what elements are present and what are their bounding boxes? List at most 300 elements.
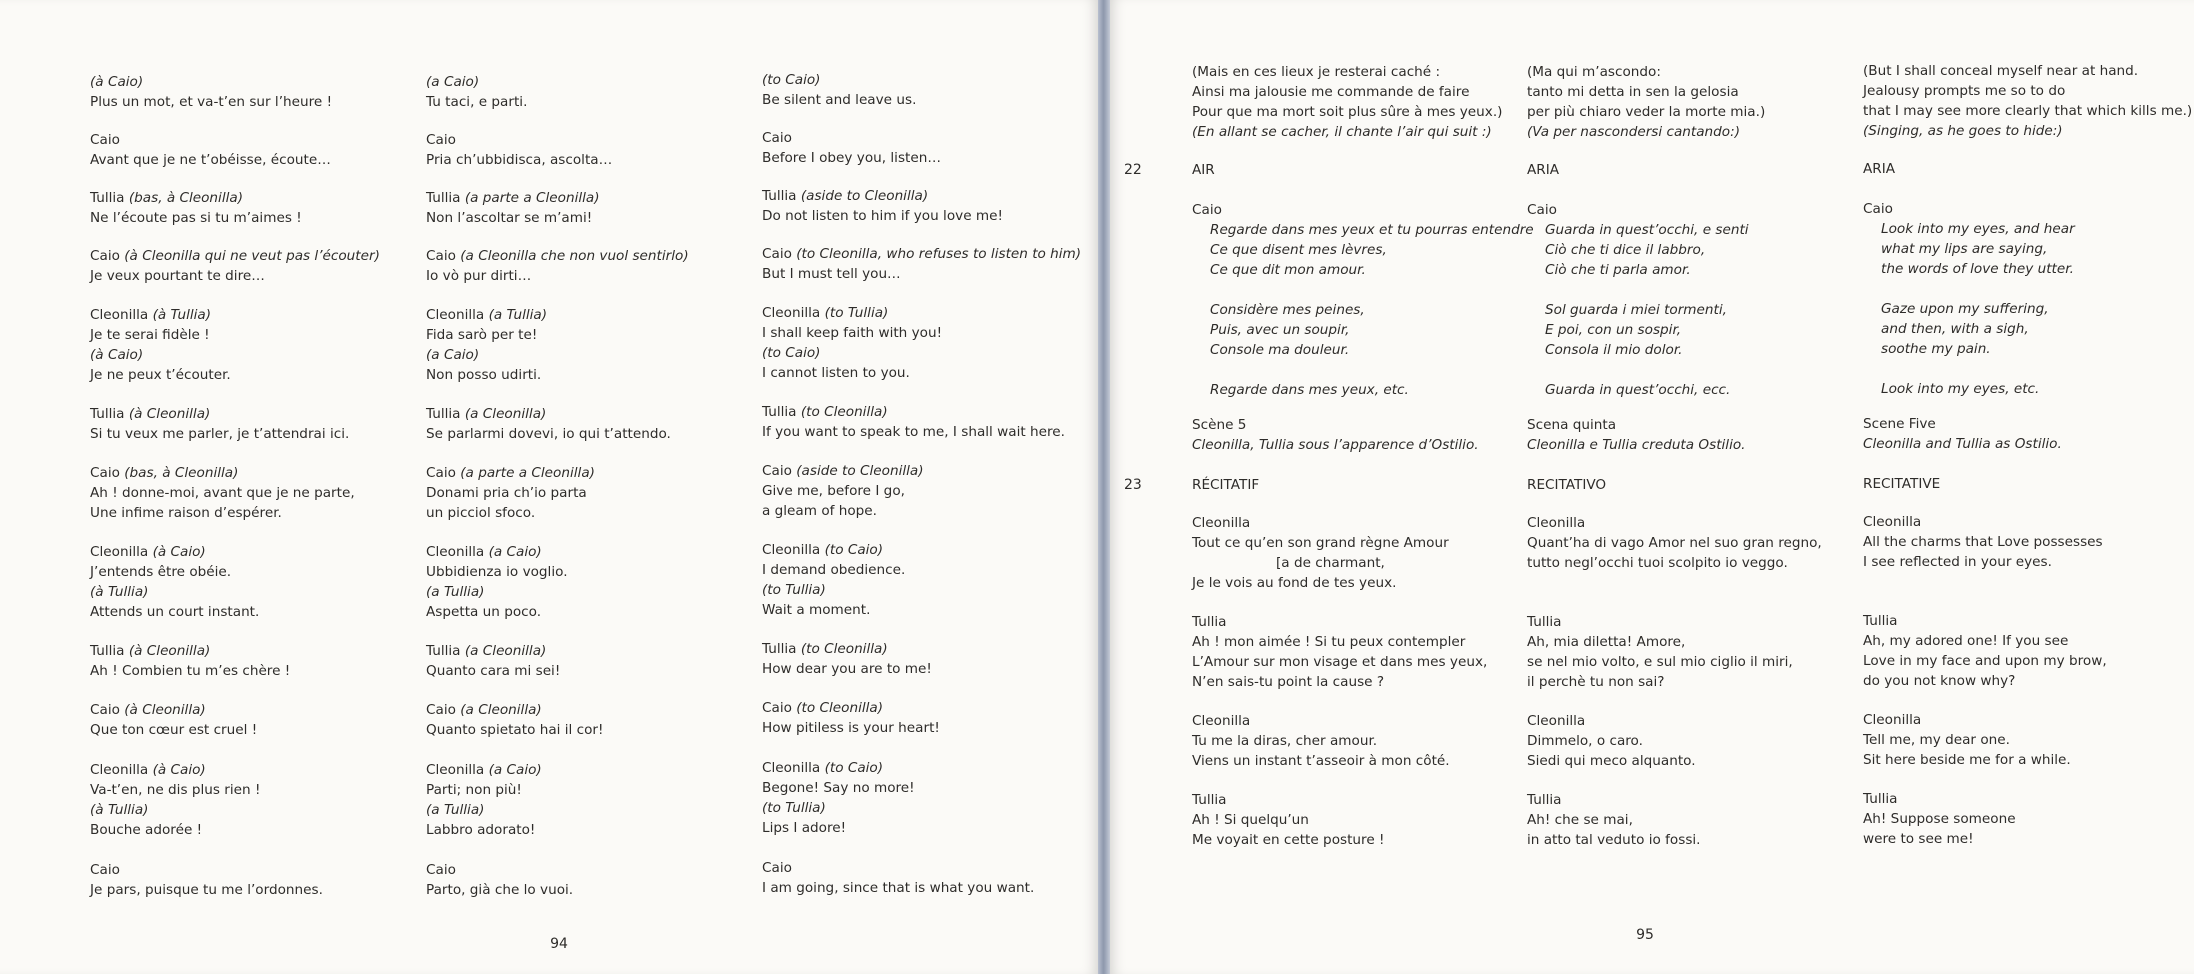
- speaker-name: Tullia: [426, 190, 461, 206]
- line-text: Quant’ha di vago Amor nel suo gran regno,: [1527, 535, 1822, 551]
- line-text: Cleonilla, Tullia sous l’apparence d’Ostilio.: [1192, 437, 1479, 453]
- line-text: If you want to speak to me, I shall wait here.: [762, 424, 1065, 440]
- line-text: Before I obey you, listen…: [762, 150, 941, 166]
- text-line: [426, 582, 766, 602]
- line-text: Je le vois au fond de tes yeux.: [1192, 575, 1397, 591]
- stage-direction: (a Cleonilla che non vuol sentirlo): [460, 248, 689, 264]
- line-text: soothe my pain.: [1881, 341, 1991, 357]
- line-text: ARIA: [1527, 162, 1560, 178]
- text-block: [90, 130, 430, 170]
- text-line: [426, 424, 766, 444]
- line-text: AIR: [1192, 162, 1215, 178]
- text-line: [1863, 789, 2194, 809]
- text-line: [1192, 360, 1532, 380]
- text-line: [90, 800, 430, 820]
- text-line: [1192, 652, 1532, 672]
- line-text: Me voyait en cette posture !: [1192, 832, 1385, 848]
- text-block: [1527, 415, 1867, 455]
- line-text: Tu me la diras, cher amour.: [1192, 733, 1378, 749]
- speaker-name: Cleonilla: [426, 307, 485, 323]
- text-line: [1192, 280, 1532, 300]
- text-line: [1192, 435, 1532, 455]
- text-line: [1863, 710, 2194, 730]
- line-text: Ah, my adored one! If you see: [1863, 633, 2069, 649]
- text-line: [762, 303, 1098, 323]
- speaker-name: Cleonilla: [90, 544, 149, 560]
- line-text: Pria ch’ubbidisca, ascolta…: [426, 152, 613, 168]
- stage-direction: (a Cleonilla): [464, 643, 547, 659]
- text-line: [1527, 280, 1867, 300]
- line-text: Tullia: [1863, 613, 1898, 629]
- text-block: [90, 463, 430, 523]
- line-text: Cleonilla: [1863, 712, 1922, 728]
- line-text: Labbro adorato!: [426, 822, 536, 838]
- text-line: [1863, 379, 2194, 399]
- text-line: [1192, 320, 1532, 340]
- line-text: Aspetta un poco.: [426, 604, 542, 620]
- text-block: [1192, 475, 1532, 495]
- text-block: [426, 305, 766, 385]
- text-line: [426, 880, 766, 900]
- line-text: do you not know why?: [1863, 673, 2016, 689]
- text-line: [426, 404, 766, 424]
- text-block: [90, 72, 430, 112]
- line-text: (à Caio): [90, 347, 144, 363]
- text-block: [1527, 612, 1867, 692]
- text-line: [426, 542, 766, 562]
- text-line: [762, 501, 1098, 521]
- line-text: Caio: [90, 862, 120, 878]
- line-text: ARIA: [1863, 161, 1896, 177]
- text-line: [90, 365, 430, 385]
- text-block: [426, 246, 766, 286]
- line-text: Tullia: [1192, 614, 1227, 630]
- line-text: Caio: [90, 132, 120, 148]
- text-line: [762, 718, 1098, 738]
- text-line: [1192, 751, 1532, 771]
- stage-direction: (to Cleonilla): [800, 641, 888, 657]
- text-line: [1192, 300, 1532, 320]
- line-text: Avant que je ne t’obéisse, écoute…: [90, 152, 331, 168]
- line-text: RECITATIVE: [1863, 476, 1941, 492]
- speaker-name: Caio: [90, 248, 120, 264]
- line-text: All the charms that Love possesses: [1863, 534, 2103, 550]
- line-text: Io vò pur dirti…: [426, 268, 532, 284]
- line-text: E poi, con un sospir,: [1545, 322, 1682, 338]
- line-text: Cleonilla: [1192, 713, 1251, 729]
- right-page: [1110, 0, 2194, 974]
- line-text: Gaze upon my suffering,: [1881, 301, 2049, 317]
- speaker-name: Cleonilla: [426, 762, 485, 778]
- text-line: [1863, 121, 2194, 141]
- stage-direction: (a Caio): [488, 544, 542, 560]
- text-line: [762, 580, 1098, 600]
- text-block: [1192, 415, 1532, 455]
- text-line: [90, 562, 430, 582]
- line-text: (to Tullia): [762, 582, 826, 598]
- text-line: [426, 72, 766, 92]
- text-block: [90, 542, 430, 622]
- text-line: [426, 800, 766, 820]
- text-line: [1527, 751, 1867, 771]
- line-text: L’Amour sur mon visage et dans mes yeux,: [1192, 654, 1488, 670]
- text-line: [426, 305, 766, 325]
- speaker-name: Caio: [426, 248, 456, 264]
- text-block: [1863, 789, 2194, 849]
- line-text: Give me, before I go,: [762, 483, 905, 499]
- text-line: [1192, 102, 1532, 122]
- text-line: [1527, 320, 1867, 340]
- text-block: [1527, 62, 1867, 142]
- line-text: and then, with a sigh,: [1881, 321, 2029, 337]
- text-line: [426, 463, 766, 483]
- text-line: [762, 206, 1098, 226]
- section-number: 23: [1124, 477, 1142, 493]
- stage-direction: (to Caio): [824, 760, 884, 776]
- page-number: 95: [1636, 927, 1654, 943]
- text-block: [426, 860, 766, 900]
- text-line: [426, 483, 766, 503]
- text-line: [1527, 672, 1867, 692]
- page-number: 94: [550, 936, 568, 952]
- text-block: [426, 404, 766, 444]
- line-text: Scena quinta: [1527, 417, 1617, 433]
- text-line: [1192, 200, 1532, 220]
- text-block: [1527, 513, 1867, 573]
- text-line: [90, 760, 430, 780]
- line-text: Begone! Say no more!: [762, 780, 915, 796]
- stage-direction: (à Caio): [152, 762, 206, 778]
- line-text: Sit here beside me for a while.: [1863, 752, 2071, 768]
- text-block: [426, 463, 766, 523]
- line-text: Scene Five: [1863, 416, 1936, 432]
- text-line: [1192, 160, 1532, 180]
- text-block: [90, 305, 430, 385]
- text-block: [1863, 611, 2194, 691]
- text-line: [1527, 340, 1867, 360]
- line-text: Tullia: [1527, 792, 1562, 808]
- text-block: [426, 700, 766, 740]
- line-text: Attends un court instant.: [90, 604, 260, 620]
- line-text: RÉCITATIF: [1192, 477, 1260, 493]
- speaker-name: Tullia: [762, 188, 797, 204]
- text-line: [1192, 260, 1532, 280]
- line-text: Plus un mot, et va-t’en sur l’heure !: [90, 94, 333, 110]
- text-block: [762, 303, 1098, 383]
- text-line: [1863, 809, 2194, 829]
- section-number: 22: [1124, 162, 1142, 178]
- line-text: Look into my eyes, etc.: [1881, 381, 2040, 397]
- text-block: [762, 128, 1098, 168]
- text-block: [762, 461, 1098, 521]
- line-text: Be silent and leave us.: [762, 92, 917, 108]
- line-text: Non posso udirti.: [426, 367, 542, 383]
- line-text: I demand obedience.: [762, 562, 906, 578]
- line-text: Consola il mio dolor.: [1545, 342, 1683, 358]
- text-line: [426, 365, 766, 385]
- text-line: [762, 244, 1098, 264]
- text-line: [1192, 475, 1532, 495]
- text-line: [90, 345, 430, 365]
- text-line: [1863, 512, 2194, 532]
- line-text: Va-t’en, ne dis plus rien !: [90, 782, 261, 798]
- line-text: (Singing, as he goes to hide:): [1863, 123, 2063, 139]
- text-line: [426, 92, 766, 112]
- line-text: How pitiless is your heart!: [762, 720, 940, 736]
- text-line: [1527, 220, 1867, 240]
- text-line: [1863, 219, 2194, 239]
- line-text: Guarda in quest’occhi, ecc.: [1545, 382, 1731, 398]
- text-line: [762, 422, 1098, 442]
- text-line: [1192, 82, 1532, 102]
- text-line: [426, 130, 766, 150]
- line-text: Tullia: [1527, 614, 1562, 630]
- text-block: [1192, 62, 1532, 142]
- text-line: [90, 780, 430, 800]
- speaker-name: Caio: [90, 702, 120, 718]
- line-text: se nel mio volto, e sul mio ciglio il miri,: [1527, 654, 1793, 670]
- line-text: Tu taci, e parti.: [426, 94, 528, 110]
- text-block: [426, 72, 766, 112]
- stage-direction: (to Cleonilla, who refuses to listen to him): [796, 246, 1082, 262]
- text-line: [1527, 240, 1867, 260]
- text-line: [1192, 415, 1532, 435]
- line-text: Look into my eyes, and hear: [1881, 221, 2075, 237]
- text-line: [90, 483, 430, 503]
- line-text: Parto, già che lo vuoi.: [426, 882, 574, 898]
- text-line: [762, 264, 1098, 284]
- text-line: [1863, 532, 2194, 552]
- line-text: Caio: [1192, 202, 1222, 218]
- text-line: [90, 72, 430, 92]
- text-line: [1527, 300, 1867, 320]
- stage-direction: (a Tullia): [488, 307, 548, 323]
- text-line: [1527, 435, 1867, 455]
- text-line: [1527, 415, 1867, 435]
- text-line: [426, 661, 766, 681]
- line-text: (to Caio): [762, 72, 821, 88]
- stage-direction: (à Cleonilla qui ne veut pas l’écouter): [124, 248, 380, 264]
- line-text: Caio: [426, 132, 456, 148]
- text-line: [1192, 62, 1532, 82]
- speaker-name: Caio: [426, 465, 456, 481]
- line-text: a gleam of hope.: [762, 503, 877, 519]
- speaker-name: Tullia: [90, 643, 125, 659]
- text-line: [1192, 573, 1532, 593]
- text-line: [90, 424, 430, 444]
- text-line: [90, 602, 430, 622]
- line-text: Ciò che ti parla amor.: [1545, 262, 1691, 278]
- line-text: (to Caio): [762, 345, 821, 361]
- text-line: [762, 758, 1098, 778]
- text-block: [762, 758, 1098, 838]
- line-text: (Va per nascondersi cantando:): [1527, 124, 1741, 140]
- text-line: [426, 760, 766, 780]
- line-text: [a de charmant,: [1276, 555, 1385, 571]
- line-text: Jealousy prompts me so to do: [1863, 83, 2066, 99]
- line-text: Viens un instant t’asseoir à mon côté.: [1192, 753, 1450, 769]
- text-block: [762, 540, 1098, 620]
- line-text: Tell me, my dear one.: [1863, 732, 2010, 748]
- text-line: [1527, 360, 1867, 380]
- line-text: Considère mes peines,: [1210, 302, 1365, 318]
- line-text: Je ne peux t’écouter.: [90, 367, 231, 383]
- text-line: [90, 92, 430, 112]
- text-line: [90, 661, 430, 681]
- line-text: Caio: [762, 860, 792, 876]
- text-line: [762, 560, 1098, 580]
- text-line: [90, 305, 430, 325]
- text-line: [1863, 159, 2194, 179]
- text-line: [426, 780, 766, 800]
- text-line: [1863, 239, 2194, 259]
- text-line: [762, 343, 1098, 363]
- line-text: Donami pria ch’io parta: [426, 485, 587, 501]
- text-block: [426, 760, 766, 840]
- text-block: [426, 641, 766, 681]
- text-line: [762, 778, 1098, 798]
- line-text: Caio: [426, 862, 456, 878]
- line-text: per più chiaro veder la morte mia.): [1527, 104, 1766, 120]
- text-block: [1192, 711, 1532, 771]
- line-text: (a Tullia): [426, 802, 485, 818]
- stage-direction: (à Caio): [152, 544, 206, 560]
- text-line: [1527, 711, 1867, 731]
- text-line: [426, 820, 766, 840]
- line-text: I see reflected in your eyes.: [1863, 554, 2052, 570]
- stage-direction: (aside to Cleonilla): [800, 188, 929, 204]
- line-text: tutto negl’occhi tuoi scolpito io veggo.: [1527, 555, 1788, 571]
- text-line: [90, 208, 430, 228]
- line-text: Non l’ascoltar se m’ami!: [426, 210, 593, 226]
- text-line: [1863, 81, 2194, 101]
- text-line: [90, 130, 430, 150]
- speaker-name: Tullia: [426, 406, 461, 422]
- line-text: Tullia: [1863, 791, 1898, 807]
- line-text: Je veux pourtant te dire…: [90, 268, 265, 284]
- text-line: [1863, 61, 2194, 81]
- text-line: [426, 720, 766, 740]
- text-block: [426, 542, 766, 622]
- text-line: [1863, 199, 2194, 219]
- text-block: [762, 244, 1098, 284]
- line-text: Ah ! mon aimée ! Si tu peux contempler: [1192, 634, 1466, 650]
- text-line: [1527, 612, 1867, 632]
- text-line: [90, 463, 430, 483]
- text-line: [1527, 533, 1867, 553]
- text-line: [762, 461, 1098, 481]
- text-line: [762, 70, 1098, 90]
- text-line: [90, 820, 430, 840]
- line-text: (But I shall conceal myself near at hand.: [1863, 63, 2139, 79]
- line-text: Caio: [1863, 201, 1893, 217]
- text-line: [1863, 651, 2194, 671]
- line-text: Dimmelo, o caro.: [1527, 733, 1643, 749]
- text-block: [1192, 160, 1532, 180]
- line-text: Que ton cœur est cruel !: [90, 722, 258, 738]
- text-line: [762, 818, 1098, 838]
- text-line: [1863, 474, 2194, 494]
- line-text: Cleonilla: [1527, 713, 1586, 729]
- line-text: Tullia: [1192, 792, 1227, 808]
- text-line: [426, 503, 766, 523]
- text-line: [1192, 122, 1532, 142]
- line-text: Bouche adorée !: [90, 822, 203, 838]
- line-text: Regarde dans mes yeux, etc.: [1210, 382, 1409, 398]
- text-line: [90, 266, 430, 286]
- text-line: [762, 186, 1098, 206]
- text-line: [762, 639, 1098, 659]
- text-line: [90, 325, 430, 345]
- line-text: Ah! Suppose someone: [1863, 811, 2016, 827]
- line-text: Ah! che se mai,: [1527, 812, 1633, 828]
- line-text: (to Tullia): [762, 800, 826, 816]
- text-line: [426, 246, 766, 266]
- stage-direction: (a Caio): [488, 762, 542, 778]
- text-line: [1527, 810, 1867, 830]
- text-line: [762, 659, 1098, 679]
- line-text: Lips I adore!: [762, 820, 847, 836]
- speaker-name: Cleonilla: [762, 542, 821, 558]
- text-block: [1863, 61, 2194, 141]
- speaker-name: Cleonilla: [90, 307, 149, 323]
- text-line: [762, 323, 1098, 343]
- line-text: Caio: [762, 130, 792, 146]
- line-text: what my lips are saying,: [1881, 241, 2048, 257]
- text-line: [90, 582, 430, 602]
- text-block: [90, 188, 430, 228]
- text-line: [1527, 82, 1867, 102]
- line-text: (à Tullia): [90, 802, 149, 818]
- line-text: Pour que ma mort soit plus sûre à mes yeux.): [1192, 104, 1503, 120]
- text-line: [762, 858, 1098, 878]
- text-line: [1192, 632, 1532, 652]
- text-block: [90, 760, 430, 840]
- text-block: [1863, 199, 2194, 399]
- text-line: [1527, 160, 1867, 180]
- stage-direction: (à Cleonilla): [124, 702, 206, 718]
- text-line: [1863, 259, 2194, 279]
- text-line: [1863, 631, 2194, 651]
- text-block: [1192, 790, 1532, 850]
- text-line: [762, 128, 1098, 148]
- text-line: [1192, 612, 1532, 632]
- text-line: [426, 325, 766, 345]
- speaker-name: Cleonilla: [762, 760, 821, 776]
- text-line: [762, 798, 1098, 818]
- text-line: [1192, 533, 1532, 553]
- line-text: the words of love they utter.: [1881, 261, 2074, 277]
- text-line: [90, 503, 430, 523]
- line-text: Love in my face and upon my brow,: [1863, 653, 2107, 669]
- text-line: [1527, 475, 1867, 495]
- text-line: [1863, 829, 2194, 849]
- line-text: I shall keep faith with you!: [762, 325, 943, 341]
- text-line: [1863, 750, 2194, 770]
- text-block: [1863, 159, 2194, 179]
- text-line: [1527, 62, 1867, 82]
- line-text: that I may see more clearly that which kills me.): [1863, 103, 2193, 119]
- line-text: in atto tal veduto io fossi.: [1527, 832, 1701, 848]
- line-text: Ah ! Si quelqu’un: [1192, 812, 1309, 828]
- line-text: Cleonilla: [1863, 514, 1922, 530]
- line-text: Quanto spietato hai il cor!: [426, 722, 604, 738]
- line-text: (En allant se cacher, il chante l’air qui suit :): [1192, 124, 1492, 140]
- line-text: Je te serai fidèle !: [90, 327, 210, 343]
- text-line: [762, 90, 1098, 110]
- stage-direction: (bas, à Cleonilla): [128, 190, 244, 206]
- text-line: [426, 188, 766, 208]
